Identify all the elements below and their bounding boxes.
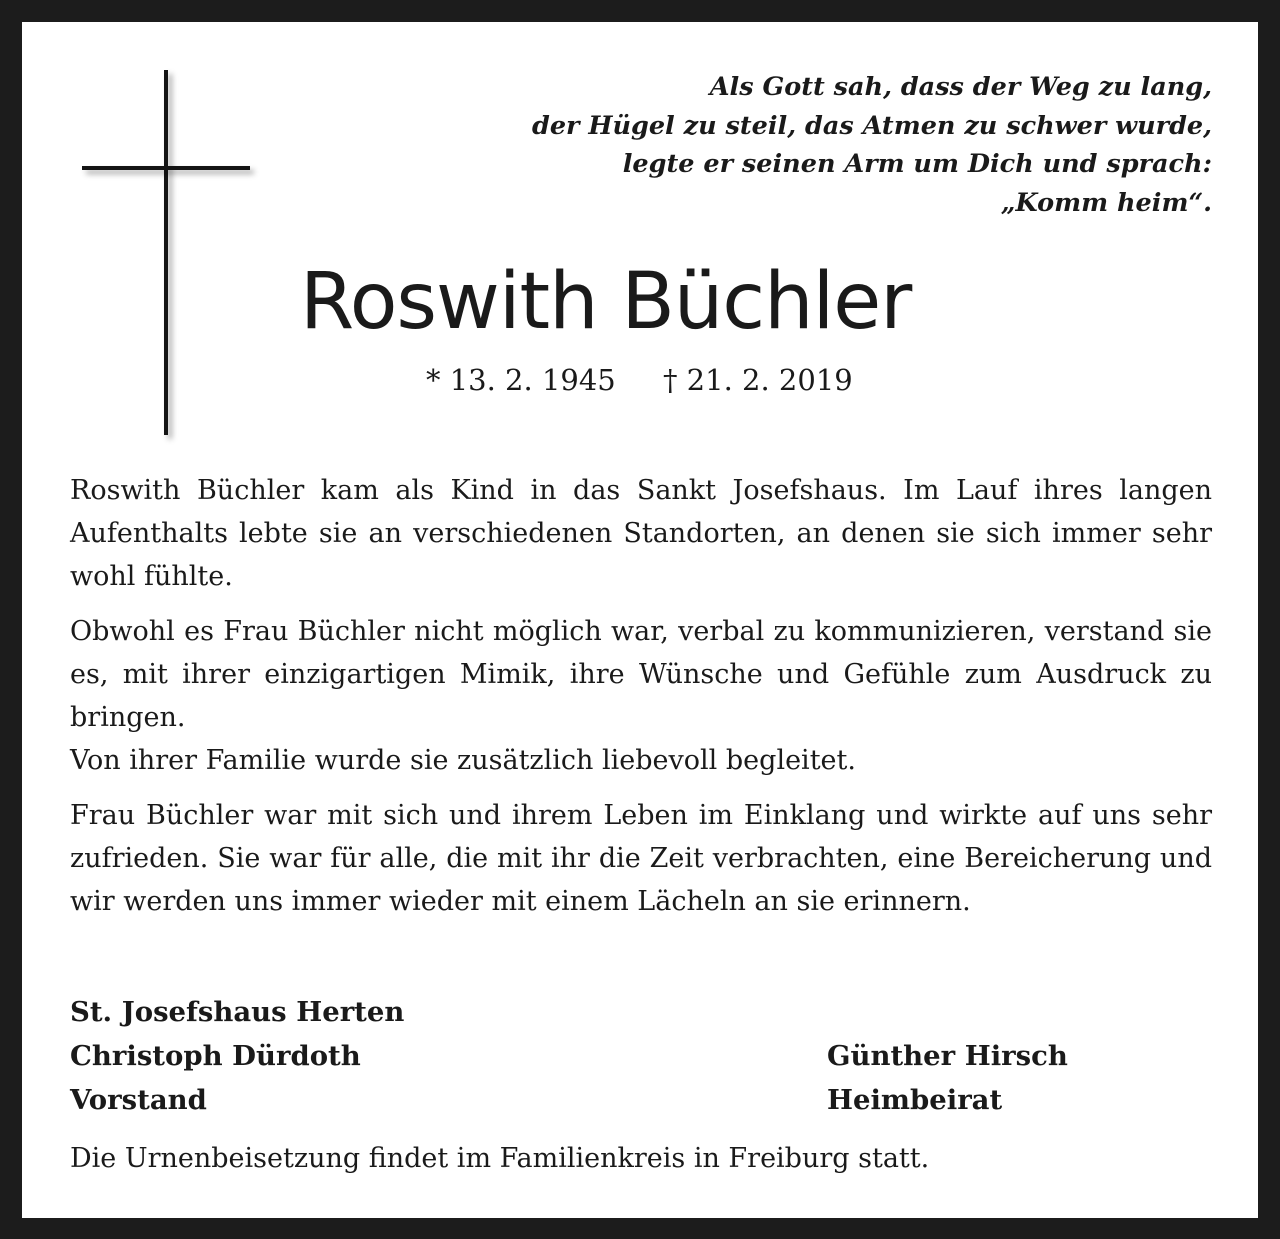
death-date: † 21. 2. 2019	[662, 363, 853, 397]
signer-name-right: Günther Hirsch	[827, 1040, 1068, 1072]
poem	[452, 68, 1212, 222]
signatures	[70, 990, 1212, 1122]
signer-role-right: Heimbeirat	[827, 1084, 1003, 1116]
organization-name: St. Josefshaus Herten	[70, 996, 405, 1028]
cross-icon-crossbar	[82, 166, 250, 170]
birth-date: * 13. 2. 1945	[426, 363, 616, 397]
signature-row	[70, 990, 1212, 1034]
paragraph: Von ihrer Familie wurde sie zusätzlich liebevoll begleitet.	[70, 745, 856, 776]
paragraph: Roswith Büchler kam als Kind in das Sankt Josefshaus. Im Lauf ihres langen Aufenthalts lebte sie an verschiedenen Standorten, an denen sie sich immer sehr wohl fühlte.	[70, 475, 1212, 592]
signature-row	[70, 1034, 1212, 1078]
paragraph: Obwohl es Frau Büchler nicht möglich war, verbal zu kommunizieren, verstand sie es, mit ihrer einzigartigen Mimik, ihre Wünsche und Gefühle zum Ausdruck zu bringen.	[70, 616, 1212, 733]
poem-line: legte er seinen Arm um Dich und sprach:	[622, 149, 1212, 179]
obituary-text	[70, 469, 1212, 935]
signature-row	[70, 1078, 1212, 1122]
paragraph: Frau Büchler war mit sich und ihrem Leben im Einklang und wirkte auf uns sehr zufrieden. Sie war für alle, die mit ihr die Zeit verbrachten, eine Bereicherung und wir werden uns immer wieder mit einem Lächeln an sie erinnern.	[70, 800, 1212, 917]
poem-line: der Hügel zu steil, das Atmen zu schwer wurde,	[532, 110, 1212, 141]
life-dates	[426, 360, 853, 400]
burial-notice: Die Urnenbeisetzung findet im Familienkreis in Freiburg statt.	[70, 1143, 930, 1174]
poem-line: Als Gott sah, dass der Weg zu lang,	[709, 72, 1212, 102]
deceased-name: Roswith Büchler	[300, 257, 912, 347]
signer-name-left: Christoph Dürdoth	[70, 1040, 361, 1072]
obituary-card	[22, 22, 1258, 1218]
cross-icon	[164, 70, 168, 435]
signer-role-left: Vorstand	[70, 1084, 207, 1116]
poem-line: „Komm heim“.	[1000, 187, 1212, 218]
